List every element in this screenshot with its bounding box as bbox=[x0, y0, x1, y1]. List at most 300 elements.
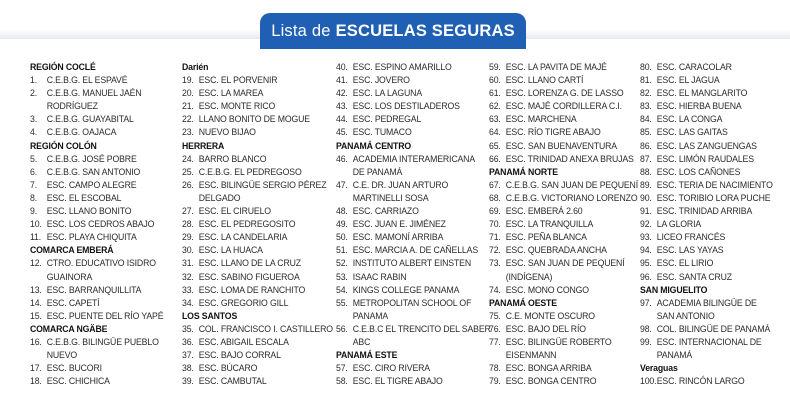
school-item bbox=[182, 99, 322, 112]
school-item bbox=[489, 139, 629, 152]
school-item bbox=[182, 152, 322, 165]
school-name: C.E.B.G. BILINGÜE PUEBLO bbox=[46, 335, 159, 347]
school-item bbox=[30, 73, 170, 86]
school-item bbox=[640, 191, 780, 204]
school-number: 45. bbox=[336, 126, 348, 138]
school-name: C.E.B.G. EL PEDREGOSO bbox=[198, 165, 302, 177]
school-name: C.E.B.G. SAN ANTONIO bbox=[46, 165, 141, 177]
school-item bbox=[182, 270, 322, 283]
school-name: ESC. LA PAVITA DE MAJÉ bbox=[505, 61, 607, 72]
school-item bbox=[30, 125, 170, 138]
school-item bbox=[489, 191, 638, 204]
school-item bbox=[336, 99, 476, 112]
school-name-continuation: MARTINELLI SOSA bbox=[352, 191, 429, 203]
school-number: 2. bbox=[30, 87, 38, 99]
school-name: C.E.B.G. SAN JUAN DE PEQUENÍ bbox=[505, 178, 638, 190]
school-number: 32. bbox=[182, 270, 194, 282]
school-number: 66. bbox=[489, 152, 501, 164]
school-name: C.E.B.G. JOSÉ POBRE bbox=[46, 152, 137, 164]
school-number: 30. bbox=[182, 244, 194, 256]
school-name: ESC. RÍO TIGRE ABAJO bbox=[505, 126, 601, 138]
school-number: 26. bbox=[182, 178, 194, 190]
school-item bbox=[182, 165, 322, 178]
school-number: 97. bbox=[640, 296, 652, 308]
school-item bbox=[489, 230, 629, 243]
school-number: 89. bbox=[640, 178, 652, 190]
school-item bbox=[182, 322, 333, 335]
school-item bbox=[336, 73, 476, 86]
school-number: 36. bbox=[182, 335, 194, 347]
school-item bbox=[336, 204, 476, 217]
school-name: C.E.B.C EL TRENCITO DEL SABER bbox=[352, 322, 491, 334]
school-number: 92. bbox=[640, 218, 652, 230]
region-heading: Veraguas bbox=[640, 362, 678, 374]
school-number: 82. bbox=[640, 87, 652, 99]
school-name-continuation: ABC bbox=[352, 335, 371, 347]
school-name: ESC. LA MAREA bbox=[198, 87, 264, 99]
school-name: ESC. LOS DESTILADEROS bbox=[352, 100, 460, 112]
region-heading: COMARCA EMBERÁ bbox=[30, 244, 114, 256]
school-item bbox=[640, 139, 780, 152]
school-list bbox=[0, 60, 790, 414]
school-name: ESC. LOMA DE RANCHITO bbox=[198, 283, 306, 295]
region-heading: Darién bbox=[182, 61, 209, 72]
school-item bbox=[640, 112, 780, 125]
school-item bbox=[489, 256, 629, 269]
school-number: 20. bbox=[182, 87, 194, 99]
school-item bbox=[640, 217, 780, 230]
school-name: ESC. LORENZA G. DE LASSO bbox=[505, 87, 624, 99]
school-name: ESC. TERIA DE NACIMIENTO bbox=[656, 178, 773, 190]
school-number: 93. bbox=[640, 231, 652, 243]
school-item bbox=[640, 178, 780, 191]
school-name: METROPOLITAN SCHOOL OF bbox=[352, 296, 472, 308]
school-number: 59. bbox=[489, 61, 501, 72]
school-name: ESC. JUAN E. JIMÉNEZ bbox=[352, 218, 446, 230]
school-item bbox=[640, 60, 780, 73]
school-number: 24. bbox=[182, 152, 194, 164]
school-name: ESC. QUEBRADA ANCHA bbox=[505, 244, 607, 256]
school-number: 94. bbox=[640, 244, 652, 256]
school-number: 31. bbox=[182, 257, 194, 269]
school-number: 39. bbox=[182, 375, 194, 387]
school-number: 38. bbox=[182, 362, 194, 374]
school-item bbox=[336, 361, 476, 374]
school-item bbox=[30, 361, 170, 374]
school-name: ESC. BAJO CORRAL bbox=[198, 349, 281, 361]
school-item bbox=[336, 86, 476, 99]
region-heading: REGIÓN COLÓN bbox=[30, 139, 97, 151]
school-name: ESC. BONGA ARRIBA bbox=[505, 362, 592, 374]
school-number: 64. bbox=[489, 126, 501, 138]
school-item bbox=[489, 283, 629, 296]
school-number: 27. bbox=[182, 205, 194, 217]
school-name: ESC. SABINO FIGUEROA bbox=[198, 270, 300, 282]
school-name: ESC. LA HUACA bbox=[198, 244, 263, 256]
school-name: ESC. PLAYA CHIQUITA bbox=[46, 231, 137, 243]
school-number: 61. bbox=[489, 87, 501, 99]
school-name: ESC. CAMPO ALEGRE bbox=[46, 178, 137, 190]
school-name: ESC. CARACOLAR bbox=[656, 61, 732, 72]
school-item bbox=[30, 335, 170, 348]
school-name-continuation: EISENMANN bbox=[505, 349, 557, 361]
school-name: ESC. TUMACO bbox=[352, 126, 412, 138]
school-name: ESC. ESPINO AMARILLO bbox=[352, 61, 452, 72]
school-number: 84. bbox=[640, 113, 652, 125]
school-item bbox=[489, 112, 629, 125]
school-item bbox=[336, 243, 476, 256]
list-column-2 bbox=[182, 60, 332, 387]
school-name: ESC. BARRANQUILLITA bbox=[46, 283, 142, 295]
school-number: 88. bbox=[640, 165, 652, 177]
school-name: ESC. MONO CONGO bbox=[505, 283, 589, 295]
school-item bbox=[336, 230, 476, 243]
school-number: 70. bbox=[489, 218, 501, 230]
school-item bbox=[30, 86, 170, 99]
school-name: ESC. INTERNACIONAL DE bbox=[656, 335, 762, 347]
school-number: 12. bbox=[30, 257, 42, 269]
school-item bbox=[336, 152, 476, 165]
school-item bbox=[30, 230, 170, 243]
region-heading: PANAMÁ OESTE bbox=[489, 296, 557, 308]
school-name: ESC. PEÑA BLANCA bbox=[505, 231, 587, 243]
region-heading: SAN MIGUELITO bbox=[640, 283, 708, 295]
school-number: 72. bbox=[489, 244, 501, 256]
school-item bbox=[640, 230, 780, 243]
school-item bbox=[640, 99, 780, 112]
school-name: ESC. LAS ZANGUENGAS bbox=[656, 139, 757, 151]
region-heading: REGIÓN COCLÉ bbox=[30, 61, 96, 72]
school-name: COL. BILINGÜE DE PANAMÁ bbox=[656, 322, 771, 334]
school-item bbox=[182, 243, 322, 256]
school-number: 17. bbox=[30, 362, 42, 374]
school-item bbox=[30, 374, 170, 387]
school-name: INSTITUTO ALBERT EINSTEN bbox=[352, 257, 472, 269]
title-prefix: Lista de bbox=[271, 21, 331, 40]
school-name: ESC. ABIGAIL ESCALA bbox=[198, 335, 289, 347]
school-item bbox=[336, 374, 476, 387]
school-name-continuation: NUEVO bbox=[46, 349, 78, 361]
school-item bbox=[30, 165, 170, 178]
school-name-continuation: PANAMÁ bbox=[656, 349, 693, 361]
school-item bbox=[336, 112, 476, 125]
school-name: ESC. LIMÓN RAUDALES bbox=[656, 152, 754, 164]
school-item bbox=[30, 283, 170, 296]
school-name: ESC. EL TIGRE ABAJO bbox=[352, 375, 443, 387]
school-item bbox=[640, 86, 780, 99]
school-name-continuation: DELGADO bbox=[198, 191, 241, 203]
school-name-continuation: SAN ANTONIO bbox=[656, 309, 715, 321]
school-number: 71. bbox=[489, 231, 501, 243]
school-number: 42. bbox=[336, 87, 348, 99]
school-item bbox=[182, 374, 322, 387]
school-name: ESC. SAN JUAN DE PEQUENÍ bbox=[505, 257, 625, 269]
school-number: 60. bbox=[489, 74, 501, 86]
school-name: ESC. CHICHICA bbox=[46, 375, 110, 387]
school-number: 18. bbox=[30, 375, 42, 387]
school-item bbox=[336, 322, 491, 335]
school-item bbox=[489, 322, 629, 335]
school-item bbox=[640, 165, 780, 178]
school-name: ESC. MAJÉ CORDILLERA C.I. bbox=[505, 100, 622, 112]
school-item bbox=[30, 191, 170, 204]
school-number: 50. bbox=[336, 231, 348, 243]
school-item bbox=[30, 256, 170, 269]
school-name: ESC. EL PEDREGOSITO bbox=[198, 218, 296, 230]
school-item bbox=[336, 256, 476, 269]
school-name: C.E.B.G. VICTORIANO LORENZO bbox=[505, 191, 638, 203]
school-name: ESC. CAPETÍ bbox=[46, 296, 100, 308]
school-number: 54. bbox=[336, 283, 348, 295]
school-item bbox=[182, 86, 322, 99]
school-name: C.E. DR. JUAN ARTURO bbox=[352, 178, 449, 190]
school-number: 51. bbox=[336, 244, 348, 256]
school-name: ACADEMIA INTERAMERICANA bbox=[352, 152, 476, 164]
school-number: 79. bbox=[489, 375, 501, 387]
school-name: ESC. BAJO DEL RÍO bbox=[505, 322, 586, 334]
school-name: ESC. LLANO DE LA CRUZ bbox=[198, 257, 301, 269]
school-item bbox=[182, 217, 322, 230]
school-name: ESC. CIRO RIVERA bbox=[352, 362, 430, 374]
school-number: 52. bbox=[336, 257, 348, 269]
list-column-4 bbox=[489, 60, 639, 387]
school-item bbox=[182, 296, 322, 309]
school-number: 4. bbox=[30, 126, 38, 138]
school-name-continuation: DE PANAMÁ bbox=[352, 165, 403, 177]
school-number: 58. bbox=[336, 375, 348, 387]
school-item bbox=[182, 125, 322, 138]
school-number: 99. bbox=[640, 335, 652, 347]
school-name-continuation: GUAINORA bbox=[46, 270, 93, 282]
region-heading: PANAMÁ ESTE bbox=[336, 349, 398, 361]
school-number: 96. bbox=[640, 270, 652, 282]
school-number: 10. bbox=[30, 218, 42, 230]
school-number: 40. bbox=[336, 61, 348, 72]
school-number: 28. bbox=[182, 218, 194, 230]
school-name: ESC. LOS CAÑONES bbox=[656, 165, 741, 177]
school-item bbox=[489, 73, 629, 86]
school-name-continuation: (INDÍGENA) bbox=[505, 270, 553, 282]
school-name: C.E. MONTE OSCURO bbox=[505, 309, 595, 321]
school-number: 21. bbox=[182, 100, 194, 112]
school-item bbox=[182, 178, 327, 191]
school-item bbox=[489, 217, 629, 230]
school-item bbox=[489, 125, 629, 138]
school-number: 83. bbox=[640, 100, 652, 112]
school-number: 3. bbox=[30, 113, 38, 125]
school-number: 5. bbox=[30, 152, 38, 164]
school-name: ESC. GREGORIO GILL bbox=[198, 296, 289, 308]
school-item bbox=[182, 73, 322, 86]
school-name: ESC. LLANO BONITO bbox=[46, 205, 132, 217]
school-name: ESC. SAN BUENAVENTURA bbox=[505, 139, 617, 151]
school-number: 34. bbox=[182, 296, 194, 308]
school-name: ESC. EL LIRIO bbox=[656, 257, 714, 269]
school-number: 55. bbox=[336, 296, 348, 308]
school-name: C.E.B.G. MANUEL JAÉN bbox=[46, 87, 142, 99]
school-name: ESC. LOS CEDROS ABAJO bbox=[46, 218, 155, 230]
list-column-5 bbox=[640, 60, 790, 387]
page-title bbox=[260, 13, 526, 49]
school-number: 80. bbox=[640, 61, 652, 72]
school-number: 65. bbox=[489, 139, 501, 151]
school-number: 29. bbox=[182, 231, 194, 243]
school-item bbox=[489, 99, 629, 112]
school-number: 87. bbox=[640, 152, 652, 164]
school-name: C.E.B.G. GUAYABITAL bbox=[46, 113, 134, 125]
school-item bbox=[30, 217, 170, 230]
school-name: CTRO. EDUCATIVO ISIDRO bbox=[46, 257, 156, 269]
school-name: ESC. TRINIDAD ANEXA BRUJAS bbox=[505, 152, 634, 164]
school-number: 69. bbox=[489, 205, 501, 217]
school-name: ISAAC RABIN bbox=[352, 270, 407, 282]
school-number: 77. bbox=[489, 335, 501, 347]
school-name: ESC. LA LAGUNA bbox=[352, 87, 423, 99]
school-name: ESC. LLANO CARTÍ bbox=[505, 74, 584, 86]
school-name: ESC. LA TRANQUILLA bbox=[505, 218, 594, 230]
school-number: 85. bbox=[640, 126, 652, 138]
school-name: KINGS COLLEGE PANAMA bbox=[352, 283, 460, 295]
school-number: 56. bbox=[336, 322, 348, 334]
school-item bbox=[640, 73, 780, 86]
school-number: 78. bbox=[489, 362, 501, 374]
school-name: ESC. PEDREGAL bbox=[352, 113, 422, 125]
school-number: 68. bbox=[489, 191, 501, 203]
school-number: 75. bbox=[489, 309, 501, 321]
school-number: 86. bbox=[640, 139, 652, 151]
school-name: ESC. EL PORVENIR bbox=[198, 74, 278, 86]
school-name: ESC. EMBERÁ 2.60 bbox=[505, 205, 583, 217]
school-item bbox=[640, 270, 780, 283]
school-number: 47. bbox=[336, 178, 348, 190]
school-name: ESC. MARCIA A. DE CAÑELLAS bbox=[352, 244, 478, 256]
school-number: 73. bbox=[489, 257, 501, 269]
school-item bbox=[336, 217, 476, 230]
school-name-continuation: RODRÍGUEZ bbox=[46, 100, 98, 112]
school-item bbox=[182, 361, 322, 374]
school-item bbox=[336, 125, 476, 138]
school-item bbox=[30, 296, 170, 309]
school-number: 81. bbox=[640, 74, 652, 86]
school-name: ESC. MAMONÍ ARRIBA bbox=[352, 231, 444, 243]
school-item bbox=[30, 204, 170, 217]
school-number: 19. bbox=[182, 74, 194, 86]
school-item bbox=[182, 283, 322, 296]
school-item bbox=[182, 256, 322, 269]
school-item bbox=[30, 309, 170, 322]
school-number: 62. bbox=[489, 100, 501, 112]
school-name: ESC. BUCORI bbox=[46, 362, 102, 374]
school-number: 6. bbox=[30, 165, 38, 177]
school-name: ESC. SANTA CRUZ bbox=[656, 270, 732, 282]
school-number: 22. bbox=[182, 113, 194, 125]
school-name: ESC. RINCÓN LARGO bbox=[656, 375, 745, 387]
school-name: C.E.B.G. OAJACA bbox=[46, 126, 117, 138]
school-item bbox=[640, 296, 780, 309]
school-number: 49. bbox=[336, 218, 348, 230]
school-name: ESC. EL MANGLARITO bbox=[656, 87, 748, 99]
school-number: 67. bbox=[489, 178, 501, 190]
school-item bbox=[489, 178, 638, 191]
school-item bbox=[182, 230, 322, 243]
school-item bbox=[640, 152, 780, 165]
school-name: ESC. BÚCARO bbox=[198, 362, 258, 374]
school-name: ESC. LA CANDELARIA bbox=[198, 231, 288, 243]
school-name: ESC. EL CIRUELO bbox=[198, 205, 271, 217]
school-number: 13. bbox=[30, 283, 42, 295]
school-number: 7. bbox=[30, 178, 38, 190]
school-number: 14. bbox=[30, 296, 42, 308]
school-name: ESC. MARCHENA bbox=[505, 113, 577, 125]
school-name: BARRO BLANCO bbox=[198, 152, 267, 164]
school-number: 35. bbox=[182, 322, 194, 334]
school-number: 98. bbox=[640, 322, 652, 334]
school-name: ESC. CAMBUTAL bbox=[198, 375, 267, 387]
school-name: COL. FRANCISCO I. CASTILLERO bbox=[198, 322, 333, 334]
school-number: 90. bbox=[640, 191, 652, 203]
school-name: ESC. MONTE RICO bbox=[198, 100, 276, 112]
school-item bbox=[489, 309, 629, 322]
school-item bbox=[489, 204, 629, 217]
region-heading: PANAMÁ CENTRO bbox=[336, 139, 412, 151]
school-number: 44. bbox=[336, 113, 348, 125]
school-name: C.E.B.G. EL ESPAVÉ bbox=[46, 74, 128, 86]
school-name: ESC. HIERBA BUENA bbox=[656, 100, 742, 112]
school-item bbox=[640, 322, 780, 335]
school-item bbox=[336, 270, 476, 283]
school-item bbox=[640, 204, 780, 217]
school-number: 76. bbox=[489, 322, 501, 334]
school-name: ESC. LA CONGA bbox=[656, 113, 723, 125]
school-number: 91. bbox=[640, 205, 652, 217]
region-heading: COMARCA NGÄBE bbox=[30, 322, 108, 334]
region-heading: PANAMÁ NORTE bbox=[489, 165, 558, 177]
school-name: ESC. PUENTE DEL RÍO YAPÉ bbox=[46, 309, 164, 321]
school-item bbox=[182, 335, 322, 348]
school-name-continuation: PANAMA bbox=[352, 309, 389, 321]
school-item bbox=[640, 125, 780, 138]
region-heading: LOS SANTOS bbox=[182, 309, 238, 321]
school-item bbox=[640, 243, 780, 256]
school-number: 48. bbox=[336, 205, 348, 217]
school-name: LA GLORIA bbox=[656, 218, 702, 230]
school-number: 57. bbox=[336, 362, 348, 374]
school-name: ESC. BONGA CENTRO bbox=[505, 375, 597, 387]
school-name: LLANO BONITO DE MOGUE bbox=[198, 113, 310, 125]
school-name: ESC. BILINGÜE ROBERTO bbox=[505, 335, 612, 347]
school-name: LICEO FRANCÉS bbox=[656, 231, 726, 243]
school-number: 16. bbox=[30, 335, 42, 347]
school-name: ESC. JOVERO bbox=[352, 74, 410, 86]
school-number: 63. bbox=[489, 113, 501, 125]
school-number: 46. bbox=[336, 152, 348, 164]
school-number: 74. bbox=[489, 283, 501, 295]
school-item bbox=[489, 152, 634, 165]
school-name: ESC. BILINGÜE SERGIO PÉREZ bbox=[198, 178, 327, 190]
school-number: 8. bbox=[30, 191, 38, 203]
school-number: 41. bbox=[336, 74, 348, 86]
school-number: 15. bbox=[30, 309, 42, 321]
school-name: ACADEMIA BILINGÜE DE bbox=[656, 296, 757, 308]
list-column-1 bbox=[30, 60, 180, 387]
school-item bbox=[336, 60, 476, 73]
school-item bbox=[182, 348, 322, 361]
school-item bbox=[30, 112, 170, 125]
school-item bbox=[640, 256, 780, 269]
school-item bbox=[489, 374, 629, 387]
school-item bbox=[30, 178, 170, 191]
school-name: ESC. EL JAGUA bbox=[656, 74, 720, 86]
